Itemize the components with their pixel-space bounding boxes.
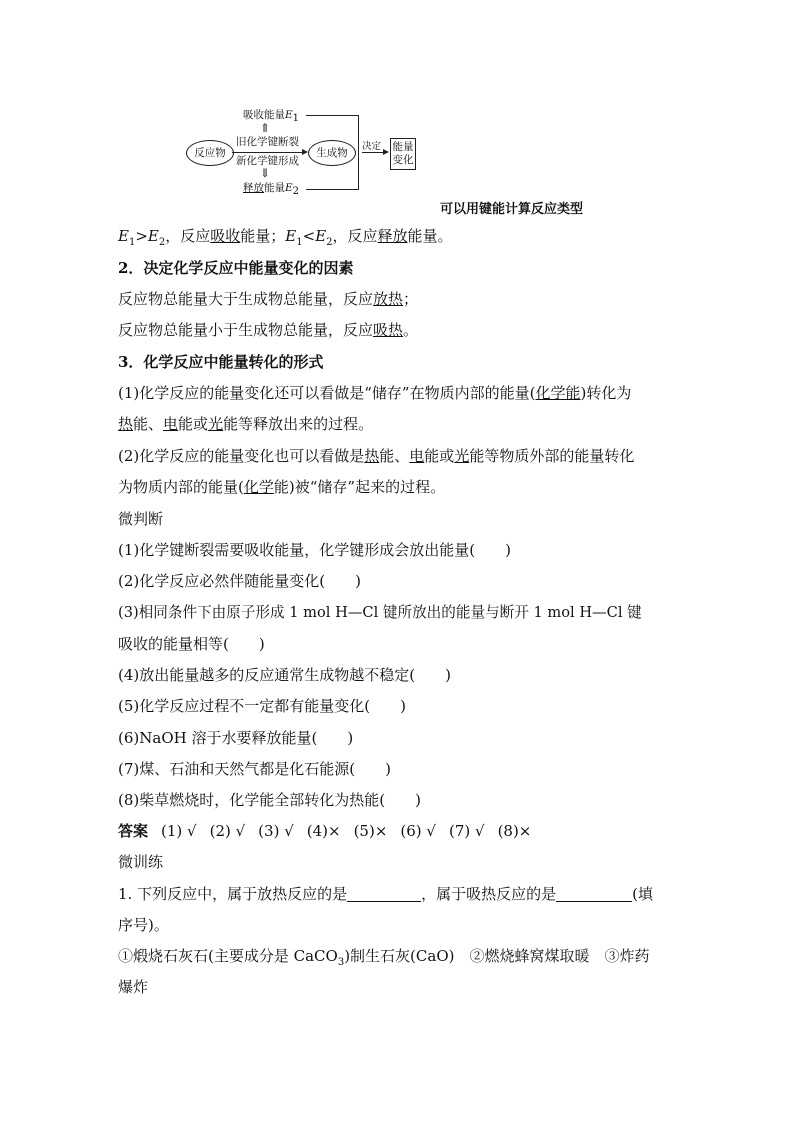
text-fragment: )制生石灰(CaO) ②燃烧蜂窝煤取暖 ③炸药 bbox=[344, 947, 650, 965]
less-than-symbol: < bbox=[302, 227, 316, 245]
energy-change-line2: 变化 bbox=[392, 154, 414, 166]
section-heading-2: 2．决定化学反应中能量变化的因素 bbox=[118, 259, 354, 277]
e2-symbol: E bbox=[147, 227, 159, 245]
exothermic-keyword: 放热 bbox=[373, 290, 404, 308]
e1-symbol: E bbox=[118, 227, 129, 245]
decide-arrow-line bbox=[362, 152, 384, 153]
paragraph-1-line-2 bbox=[118, 414, 373, 434]
exothermic-line bbox=[118, 289, 418, 309]
paragraph-2-line-2 bbox=[118, 477, 445, 497]
energy-comparison-line bbox=[118, 226, 453, 253]
paragraph-1-line-1 bbox=[118, 383, 631, 403]
text-fragment: 能、 bbox=[133, 415, 164, 433]
product-ellipse: 生成物 bbox=[308, 140, 356, 166]
text-fragment: 1. 下列反应中，属于放热反应的是 bbox=[118, 885, 348, 903]
text-fragment: 能等释放出来的过程。 bbox=[223, 415, 374, 433]
absorb-energy-symbol: E bbox=[285, 109, 293, 121]
answer-item: (5)× bbox=[353, 822, 388, 840]
paragraph-2-line-1 bbox=[118, 446, 634, 466]
side-heading: 可以用键能计算反应类型 bbox=[440, 202, 584, 217]
e2-subscript: 2 bbox=[326, 237, 333, 248]
judge-item: (4)放出能量越多的反应通常生成物越不稳定( ) bbox=[118, 666, 451, 684]
text-fragment: ，属于吸热反应的是 bbox=[421, 885, 557, 903]
release-energy-subscript: 2 bbox=[292, 186, 300, 198]
text-fragment: ； bbox=[403, 290, 419, 308]
greater-than-symbol: > bbox=[135, 227, 148, 245]
answer-item: (3) √ bbox=[258, 822, 294, 840]
light-keyword: 光 bbox=[454, 447, 470, 465]
bottom-connector-line bbox=[306, 189, 358, 190]
energy-change-box bbox=[390, 138, 416, 170]
text-fragment: 能、 bbox=[379, 447, 410, 465]
decide-arrow-head-icon bbox=[383, 149, 389, 155]
e1-symbol: E bbox=[285, 227, 297, 245]
text-fragment: 为物质内部的能量( bbox=[118, 478, 244, 496]
answer-line bbox=[118, 821, 544, 841]
judge-item: (7)煤、石油和天然气都是化石能源( ) bbox=[118, 760, 391, 778]
up-arrow-icon: ⇑ bbox=[260, 121, 271, 135]
judge-item: (1)化学键断裂需要吸收能量，化学键形成会放出能量( ) bbox=[118, 541, 511, 559]
endothermic-answer-blank[interactable] bbox=[556, 885, 632, 902]
judge-item: (8)柴草燃烧时，化学能全部转化为热能( ) bbox=[118, 791, 421, 809]
electric-keyword: 电 bbox=[163, 415, 179, 433]
judge-item: (6)NaOH 溶于水要释放能量( ) bbox=[118, 729, 354, 747]
text-fragment: 能等物质外部的能量转化 bbox=[469, 447, 635, 465]
text-fragment: 能)被“储存”起来的过程。 bbox=[273, 478, 446, 496]
question-1-options-continued: 爆炸 bbox=[118, 978, 149, 996]
bond-breaking-label: 旧化学键断裂 bbox=[236, 136, 299, 148]
electric-keyword: 电 bbox=[409, 447, 425, 465]
absorb-keyword: 吸收 bbox=[210, 227, 241, 245]
e1-subscript: 1 bbox=[128, 237, 136, 248]
answer-item: (7) √ bbox=[448, 822, 485, 840]
decide-label: 决定 bbox=[362, 141, 382, 152]
text-fragment: (1)化学反应的能量变化还可以看做是“储存”在物质内部的能量( bbox=[118, 384, 536, 402]
reaction-arrow-line bbox=[232, 152, 302, 153]
text-fragment: (填 bbox=[632, 885, 653, 903]
light-keyword: 光 bbox=[208, 415, 224, 433]
judge-item: (5)化学反应过程不一定都有能量变化( ) bbox=[118, 697, 406, 715]
question-1-options-line bbox=[118, 946, 649, 973]
release-keyword: 释放 bbox=[377, 227, 408, 245]
text-fragment: 能或 bbox=[424, 447, 455, 465]
text-fragment: ①煅烧石灰石(主要成分是 CaCO bbox=[118, 947, 338, 965]
question-1-line-1 bbox=[118, 884, 653, 904]
judge-title: 微判断 bbox=[118, 510, 164, 528]
chemical-energy-keyword: 化学能 bbox=[535, 384, 581, 402]
text-fragment: 反应物总能量大于生成物总能量，反应 bbox=[118, 290, 374, 308]
heat-keyword: 热 bbox=[118, 415, 134, 433]
question-1-line-2: 序号)。 bbox=[118, 916, 169, 934]
e2-symbol: E bbox=[315, 227, 327, 245]
absorb-energy-subscript: 1 bbox=[292, 113, 300, 125]
energy-change-diagram bbox=[180, 100, 440, 200]
text-fragment: (2)化学反应的能量变化也可以看做是 bbox=[118, 447, 365, 465]
judge-item: (2)化学反应必然伴随能量变化( ) bbox=[118, 572, 361, 590]
text-fragment: 。 bbox=[403, 321, 419, 339]
text-fragment: ，反应 bbox=[165, 227, 211, 245]
release-energy-text: 释放 bbox=[243, 182, 264, 194]
chemical-keyword: 化学 bbox=[243, 478, 274, 496]
release-energy-label bbox=[243, 182, 299, 198]
e2-subscript: 2 bbox=[158, 237, 166, 248]
section-heading-3: 3．化学反应中能量转化的形式 bbox=[118, 353, 324, 371]
top-connector-line bbox=[306, 115, 358, 116]
bond-forming-label: 新化学键形成 bbox=[236, 155, 299, 167]
judge-item-continued: 吸收的能量相等( ) bbox=[118, 635, 265, 653]
release-energy-text-rest: 能量 bbox=[264, 182, 285, 194]
answer-item: (4)× bbox=[306, 822, 341, 840]
answer-item: (6) √ bbox=[400, 822, 436, 840]
train-title: 微训练 bbox=[118, 853, 164, 871]
answer-label: 答案 bbox=[118, 822, 149, 840]
answer-item: (1) √ bbox=[161, 822, 197, 840]
e1-subscript: 1 bbox=[296, 237, 303, 248]
caco3-subscript: 3 bbox=[337, 957, 345, 968]
text-fragment: 能量。 bbox=[407, 227, 453, 245]
exothermic-answer-blank[interactable] bbox=[347, 885, 421, 902]
text-fragment: ，反应 bbox=[332, 227, 378, 245]
heat-keyword: 热 bbox=[364, 447, 380, 465]
answer-item: (2) √ bbox=[209, 822, 246, 840]
endothermic-line bbox=[118, 320, 418, 340]
reactant-ellipse: 反应物 bbox=[186, 140, 234, 166]
judge-item: (3)相同条件下由原子形成 1 mol H—Cl 键所放出的能量与断开 1 mol H—Cl 键 bbox=[118, 604, 642, 621]
endothermic-keyword: 吸热 bbox=[373, 321, 404, 339]
bracket-line bbox=[358, 115, 359, 190]
absorb-energy-text: 吸收能量 bbox=[243, 109, 285, 121]
reaction-arrow-head-icon bbox=[302, 149, 308, 155]
absorb-energy-label bbox=[243, 109, 299, 125]
text-fragment: 能量； bbox=[240, 227, 286, 245]
text-fragment: 能或 bbox=[178, 415, 209, 433]
down-arrow-icon: ⇓ bbox=[260, 166, 271, 180]
text-fragment: 反应物总能量小于生成物总能量，反应 bbox=[118, 321, 374, 339]
text-fragment: )转化为 bbox=[580, 384, 632, 402]
energy-change-line1: 能量 bbox=[392, 141, 414, 153]
answer-item: (8)× bbox=[497, 822, 532, 840]
release-energy-symbol: E bbox=[285, 182, 293, 194]
